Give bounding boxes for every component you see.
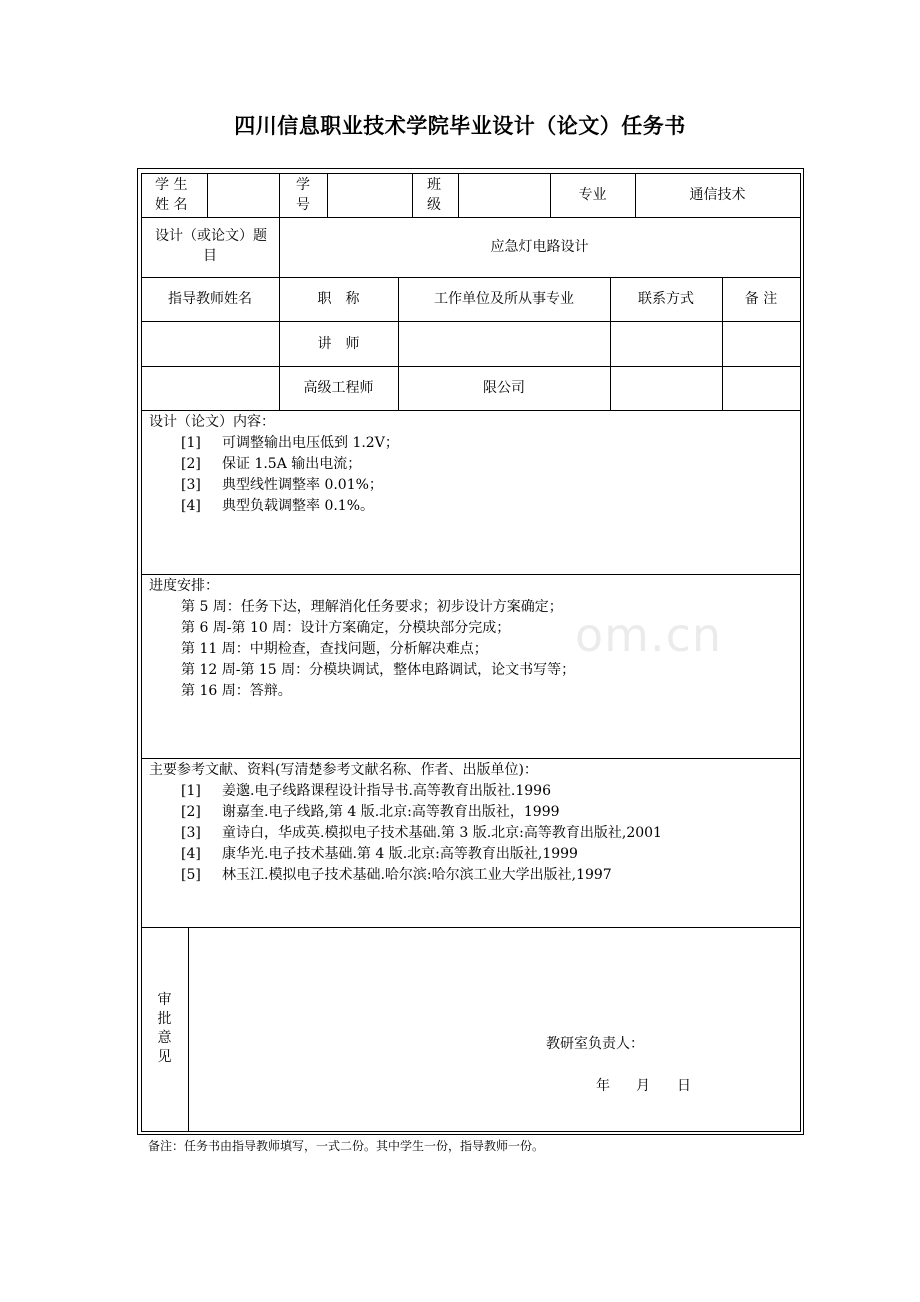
- topic-label: [141, 217, 279, 277]
- student-id-label-line-2: 号: [296, 197, 310, 213]
- col-divider: [188, 927, 189, 1131]
- class-value[interactable]: [458, 173, 550, 217]
- advisor-2-title[interactable]: 高级工程师: [303, 380, 374, 396]
- reference-number: [2]: [181, 804, 201, 820]
- student-id-label: [279, 173, 327, 217]
- content-item-text: 典型负载调整率 0.1%。: [222, 498, 375, 514]
- approval-label-char: 意: [157, 1030, 172, 1046]
- reference-text: 童诗白，华成英.模拟电子技术基础.第 3 版.北京:高等教育出版社,2001: [222, 825, 662, 841]
- advisor-2-contact[interactable]: [610, 366, 722, 410]
- advisor-1-title[interactable]: 讲 师: [317, 335, 360, 352]
- advisor-1-contact[interactable]: [610, 321, 722, 366]
- approval-label-char: 批: [157, 1011, 172, 1027]
- approval-date-year: 年: [596, 1078, 610, 1094]
- reference-number: [4]: [181, 846, 201, 862]
- references-heading: 主要参考文献、资料(写清楚参考文献名称、作者、出版单位)：: [149, 762, 538, 778]
- reference-item: [181, 781, 551, 802]
- schedule-heading: 进度安排：: [149, 578, 219, 594]
- content-item-number: [1]: [181, 435, 201, 451]
- content-heading: 设计（论文）内容：: [149, 414, 275, 430]
- reference-number: [5]: [181, 867, 201, 883]
- approval-label-char: 见: [157, 1049, 172, 1065]
- approval-label-char: 审: [157, 992, 172, 1008]
- class-label-line-2: 级: [427, 197, 441, 213]
- topic-label-line-2: 目: [203, 248, 217, 264]
- reference-number: [3]: [181, 825, 201, 841]
- content-item-text: 典型线性调整率 0.01%；: [222, 477, 383, 493]
- inner-border-bottom: [141, 1131, 801, 1132]
- reference-text: 谢嘉奎.电子线路,第 4 版.北京:高等教育出版社，1999: [222, 804, 560, 820]
- student-id-value[interactable]: [327, 173, 412, 217]
- advisor-2-employer[interactable]: 限公司: [483, 380, 525, 396]
- major-label: 专业: [578, 187, 607, 203]
- approval-date-day: 日: [677, 1078, 691, 1094]
- reference-item: [181, 802, 560, 823]
- advisor-2-name[interactable]: [141, 366, 279, 410]
- reference-text: 姜邈.电子线路课程设计指导书.高等教育出版社.1996: [222, 783, 551, 799]
- content-item-text: 可调整输出电压低到 1.2V；: [222, 435, 399, 451]
- reference-text: 林玉江.模拟电子技术基础.哈尔滨:哈尔滨工业大学出版社,1997: [222, 867, 612, 883]
- advisor-1-employer[interactable]: [398, 321, 610, 366]
- advisor-1-name[interactable]: [141, 321, 279, 366]
- advisor-header-title: 职 称: [317, 291, 360, 307]
- approval-date-month: 月: [636, 1078, 650, 1094]
- advisor-2-remarks[interactable]: [722, 366, 800, 410]
- approval-signer: 教研室负责人：: [546, 1036, 644, 1052]
- content-item: [181, 433, 399, 454]
- footnote: 备注：任务书由指导教师填写，一式二份。其中学生一份，指导教师一份。: [148, 1139, 545, 1153]
- content-item-number: [3]: [181, 477, 201, 493]
- reference-number: [1]: [181, 783, 201, 799]
- student-name-label: [141, 173, 207, 217]
- schedule-item: 第 16 周：答辩。: [181, 683, 292, 699]
- approval-label: [141, 927, 188, 1131]
- row-divider: [141, 574, 801, 575]
- watermark: om.cn: [575, 608, 723, 662]
- student-name-label-line-2: 姓 名: [155, 197, 188, 213]
- reference-text: 康华光.电子技术基础.第 4 版.北京:高等教育出版社,1999: [222, 846, 578, 862]
- content-item: [181, 496, 374, 517]
- class-label-line-1: 班: [427, 177, 441, 193]
- document-title: 四川信息职业技术学院毕业设计（论文）任务书: [234, 113, 686, 138]
- topic-label-line-1: 设计（或论文）题: [155, 228, 267, 244]
- major-value[interactable]: 通信技术: [689, 187, 746, 203]
- advisor-header-name: 指导教师姓名: [168, 291, 252, 307]
- row-divider: [141, 758, 801, 759]
- advisor-header-employer: 工作单位及所从事专业: [434, 291, 574, 307]
- schedule-item: 第 5 周：任务下达，理解消化任务要求；初步设计方案确定；: [181, 599, 563, 615]
- row-divider: [141, 927, 801, 928]
- reference-item: [181, 865, 612, 886]
- schedule-item: 第 11 周：中期检查，查找问题，分析解决难点；: [181, 641, 488, 657]
- class-label: [412, 173, 458, 217]
- topic-value[interactable]: 应急灯电路设计: [490, 239, 589, 255]
- content-item: [181, 454, 361, 475]
- advisor-1-remarks[interactable]: [722, 321, 800, 366]
- content-item-text: 保证 1.5A 输出电流；: [222, 456, 362, 472]
- row-divider: [141, 410, 801, 411]
- content-item-number: [4]: [181, 498, 201, 514]
- student-id-label-line-1: 学: [296, 177, 310, 193]
- inner-border-right: [800, 173, 801, 1131]
- student-name-label-line-1: 学 生: [155, 177, 188, 193]
- student-name-value[interactable]: [207, 173, 279, 217]
- schedule-item: 第 6 周-第 10 周：设计方案确定，分模块部分完成；: [181, 620, 511, 636]
- advisor-header-remarks: 备 注: [744, 291, 778, 307]
- schedule-item: 第 12 周-第 15 周：分模块调试，整体电路调试，论文书写等；: [181, 662, 576, 678]
- content-item: [181, 475, 383, 496]
- reference-item: [181, 844, 578, 865]
- reference-item: [181, 823, 662, 844]
- advisor-header-contact: 联系方式: [638, 291, 694, 307]
- content-item-number: [2]: [181, 456, 201, 472]
